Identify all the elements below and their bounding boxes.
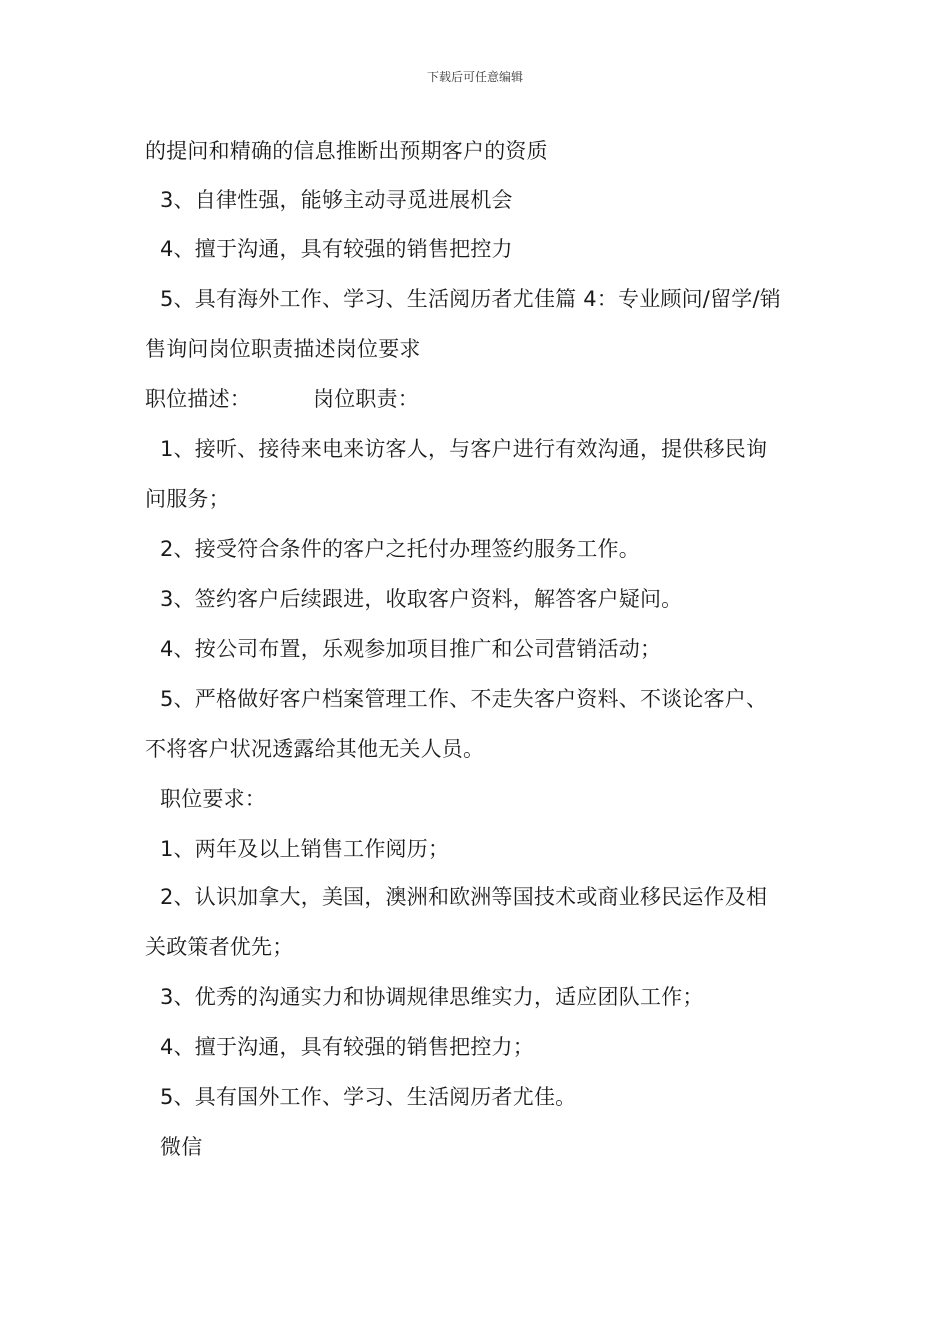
text-line: 4、擅于沟通，具有较强的销售把控力；: [160, 1035, 534, 1059]
text-line: 2、认识加拿大，美国，澳洲和欧洲等国技术或商业移民运作及相: [160, 885, 768, 909]
text-line: 2、接受符合条件的客户之托付办理签约服务工作。: [160, 537, 640, 561]
text-line: 3、自律性强，能够主动寻觅进展机会: [160, 188, 513, 212]
text-line: 5、具有国外工作、学习、生活阅历者尤佳。: [160, 1085, 577, 1109]
text-line: 关政策者优先；: [145, 935, 294, 959]
text-line: 微信: [160, 1135, 203, 1159]
text-line: 售询问岗位职责描述岗位要求: [145, 337, 421, 361]
text-line: 4、擅于沟通，具有较强的销售把控力: [160, 237, 513, 261]
requirements-label: 职位要求：: [160, 787, 266, 811]
text-line: 问服务；: [145, 487, 230, 511]
text-line: 4、按公司布置，乐观参加项目推广和公司营销活动；: [160, 637, 662, 661]
text-line: 的提问和精确的信息推断出预期客户的资质: [145, 139, 548, 163]
text-line: 不将客户状况透露给其他无关人员。: [145, 737, 485, 761]
position-description-label: 职位描述：: [145, 387, 251, 411]
text-line: 3、优秀的沟通实力和协调规律思维实力，适应团队工作；: [160, 985, 704, 1009]
responsibilities-label: 岗位职责：: [313, 387, 419, 411]
text-line: 1、两年及以上销售工作阅历；: [160, 837, 450, 861]
section-labels: [145, 386, 419, 412]
page-header: 下载后可任意编辑: [426, 70, 523, 84]
text-line: 5、严格做好客户档案管理工作、不走失客户资料、不谈论客户、: [160, 687, 768, 711]
text-line: 5、具有海外工作、学习、生活阅历者尤佳篇 4：专业顾问/留学/销: [160, 287, 781, 311]
text-line: 1、接听、接待来电来访客人，与客户进行有效沟通，提供移民询: [160, 437, 768, 461]
text-line: 3、签约客户后续跟进，收取客户资料，解答客户疑问。: [160, 587, 683, 611]
